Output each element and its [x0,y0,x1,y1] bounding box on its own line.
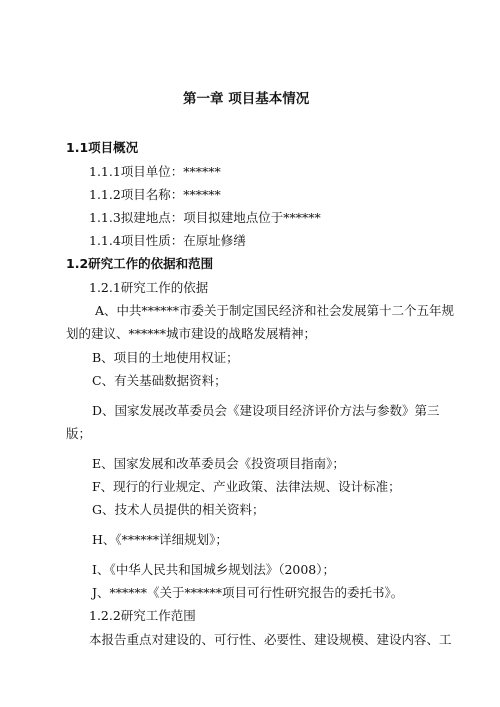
scope-paragraph: 本报告重点对建设的、可行性、必要性、建设规模、建设内容、工 [89,632,452,647]
chapter-title: 第一章 项目基本情况 [183,91,310,107]
item-project-unit: 1.1.1项目单位：****** [89,164,221,179]
basis-item-a-line2: 划的建议、******城市建设的战略发展精神； [66,326,317,341]
basis-item-b: B、项目的土地使用权证； [92,350,239,365]
item-project-nature: 1.1.4项目性质：在原址修缮 [89,233,246,248]
basis-item-h: H、《******详细规划》； [92,532,228,547]
basis-item-c: C、有关基础数据资料； [92,373,227,388]
basis-item-d-line1: D、国家发展改革委员会《建设项目经济评价方法与参数》第三 [92,403,440,418]
basis-item-j: J、******《关于******项目可行性研究报告的委托书》。 [92,585,404,600]
basis-item-a-line1: A、中共******市委关于制定国民经济和社会发展第十二个五年规 [95,303,455,318]
subsection-scope: 1.2.2研究工作范围 [89,608,196,623]
item-project-location: 1.1.3拟建地点：项目拟建地点位于****** [89,210,321,225]
basis-item-f: F、现行的行业规定、产业政策、法律法规、设计标准； [92,479,401,494]
basis-item-d-line2: 版； [66,426,92,441]
subsection-basis: 1.2.1研究工作的依据 [89,280,209,295]
item-project-name: 1.1.2项目名称：****** [89,187,221,202]
basis-item-g: G、技术人员提供的相关资料； [92,502,265,517]
basis-item-i: I、《中华人民共和国城乡规划法》（2008）； [92,562,336,577]
basis-item-e: E、国家发展和改革委员会《投资项目指南》； [92,456,345,471]
section-heading-1-2: 1.2研究工作的依据和范围 [66,256,214,271]
section-heading-1-1: 1.1项目概况 [66,140,139,155]
